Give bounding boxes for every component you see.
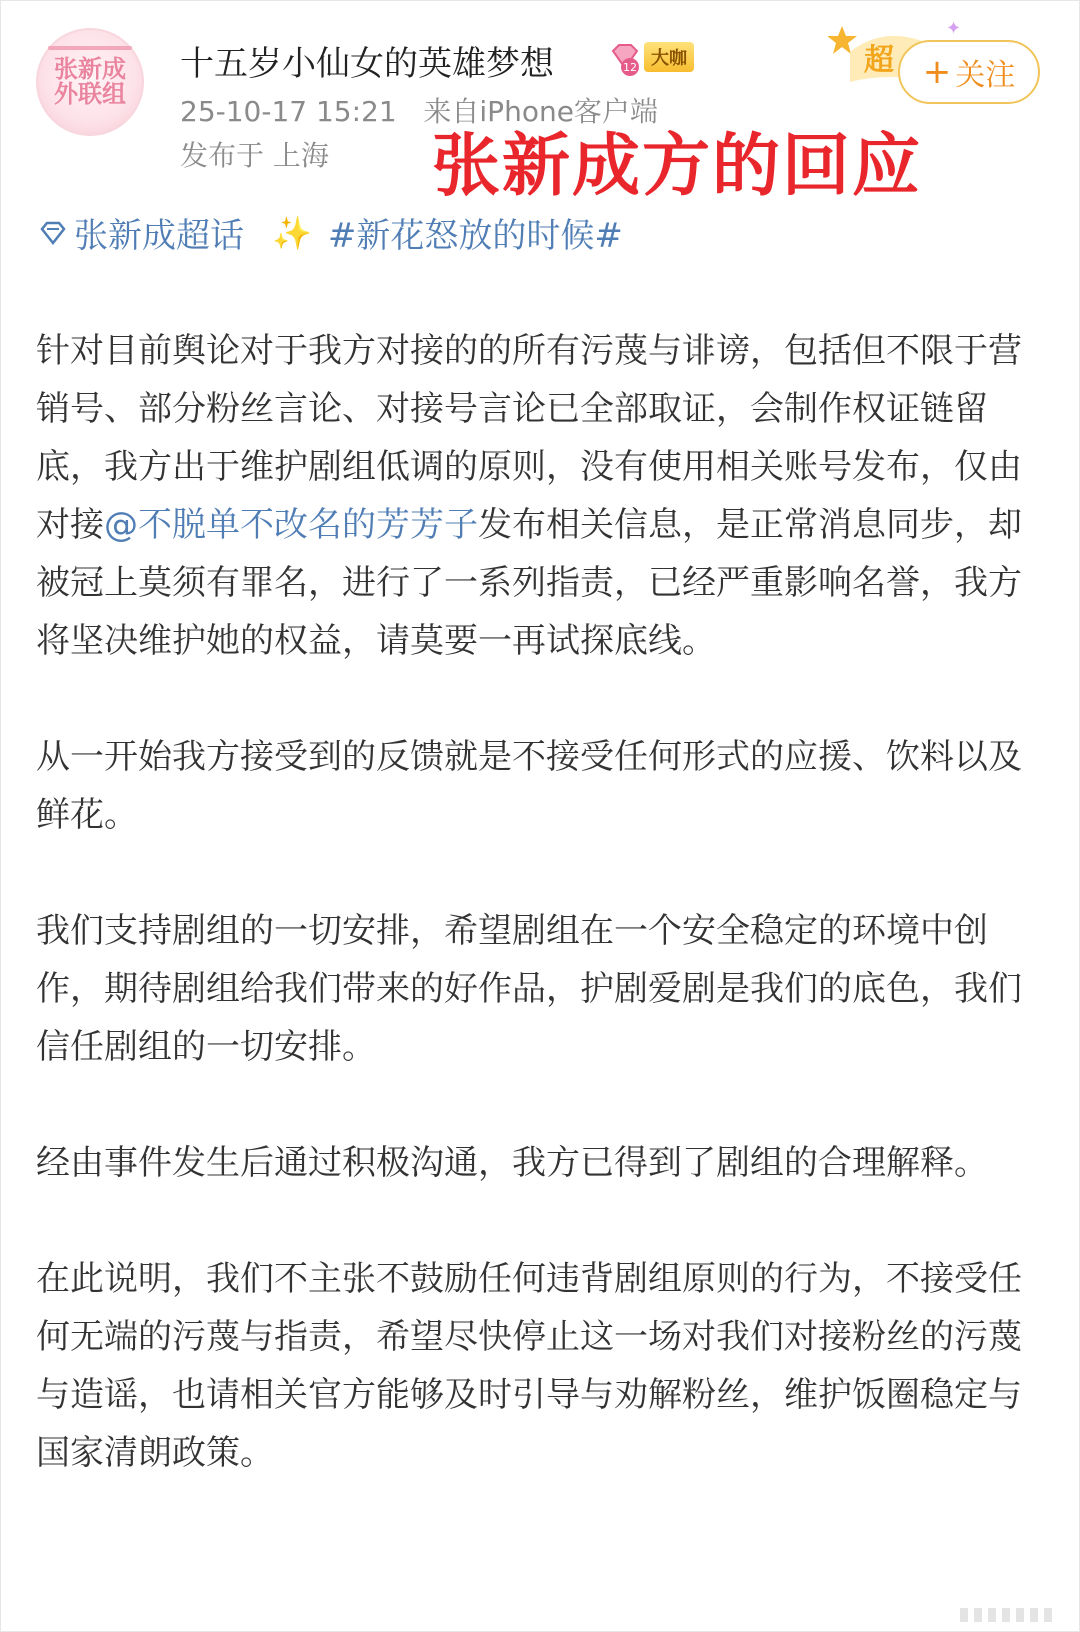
paragraph-3: 我们支持剧组的一切安排，希望剧组在一个安全稳定的环境中创作，期待剧组给我们带来的好作品，护剧爱剧是我们的底色，我们信任剧组的一切安排。: [36, 911, 1022, 1067]
svg-text:✦: ✦: [946, 18, 962, 39]
paragraph-2: 从一开始我方接受到的反馈就是不接受任何形式的应援、饮料以及鲜花。: [36, 737, 1022, 835]
super-topic-link[interactable]: 张新成超话: [74, 216, 244, 256]
vip-diamond-icon: [607, 42, 643, 78]
topics-row: [38, 208, 623, 257]
paragraph-5: 在此说明，我们不主张不鼓励任何违背剧组原则的行为，不接受任何无端的污蔑与指责，希望尽快停止这一场对我们对接粉丝的污蔑与造谣，也请相关官方能够及时引导与劝解粉丝，维护饭圈稳定与国家清朗政策。: [36, 1259, 1022, 1473]
paragraph-1-text: 针对目前舆论对于我方对接的的所有污蔑与诽谤，包括但不限于营销号、部分粉丝言论、对接号言论已全部取证，会制作权证链留底，我方出于维护剧组低调的原则，没有使用相关账号发布，仅由对接: [36, 331, 1022, 545]
follow-button[interactable]: [898, 40, 1040, 104]
truncation-marker: [960, 1608, 1056, 1622]
mention-link[interactable]: @不脱单不改名的芳芳子: [104, 505, 478, 545]
avatar[interactable]: [36, 28, 144, 136]
overlay-caption: 张新成方的回应: [432, 127, 923, 206]
post-time: 25-10-17 15:21: [180, 95, 397, 128]
super-topic-diamond-icon: [38, 218, 68, 248]
paragraph-1-text-end: 发布相关信息，是正常消息同步，却被冠上莫须有罪名，进行了一系列指责，已经严重影响名誉，我方将坚决维护她的权益，请莫要一再试探底线。: [36, 505, 1022, 661]
plus-icon: +: [922, 52, 952, 92]
paragraph-4: 经由事件发生后通过积极沟通，我方已得到了剧组的合理解释。: [36, 1143, 988, 1183]
super-topic-tag: 超: [864, 43, 894, 78]
hashtag-link[interactable]: #新花怒放的时候#: [327, 216, 623, 256]
post-location: 发布于 上海: [180, 139, 329, 172]
username[interactable]: 十五岁小仙女的英雄梦想: [180, 44, 554, 84]
follow-label: 关注: [955, 58, 1016, 93]
avatar-text-line2: 外联组: [54, 80, 126, 108]
post-source: iPhone客户端: [479, 95, 658, 128]
sparkle-icon: ✨: [272, 213, 312, 252]
daka-badge: 大咖: [644, 42, 694, 72]
avatar-stripe: [48, 46, 132, 50]
source-prefix: 来自: [423, 95, 480, 128]
vip-level: 12: [623, 61, 637, 74]
paragraph-1: [36, 322, 1046, 670]
avatar-text-line1: 张新成: [54, 54, 126, 83]
post-content: [36, 322, 1046, 1540]
